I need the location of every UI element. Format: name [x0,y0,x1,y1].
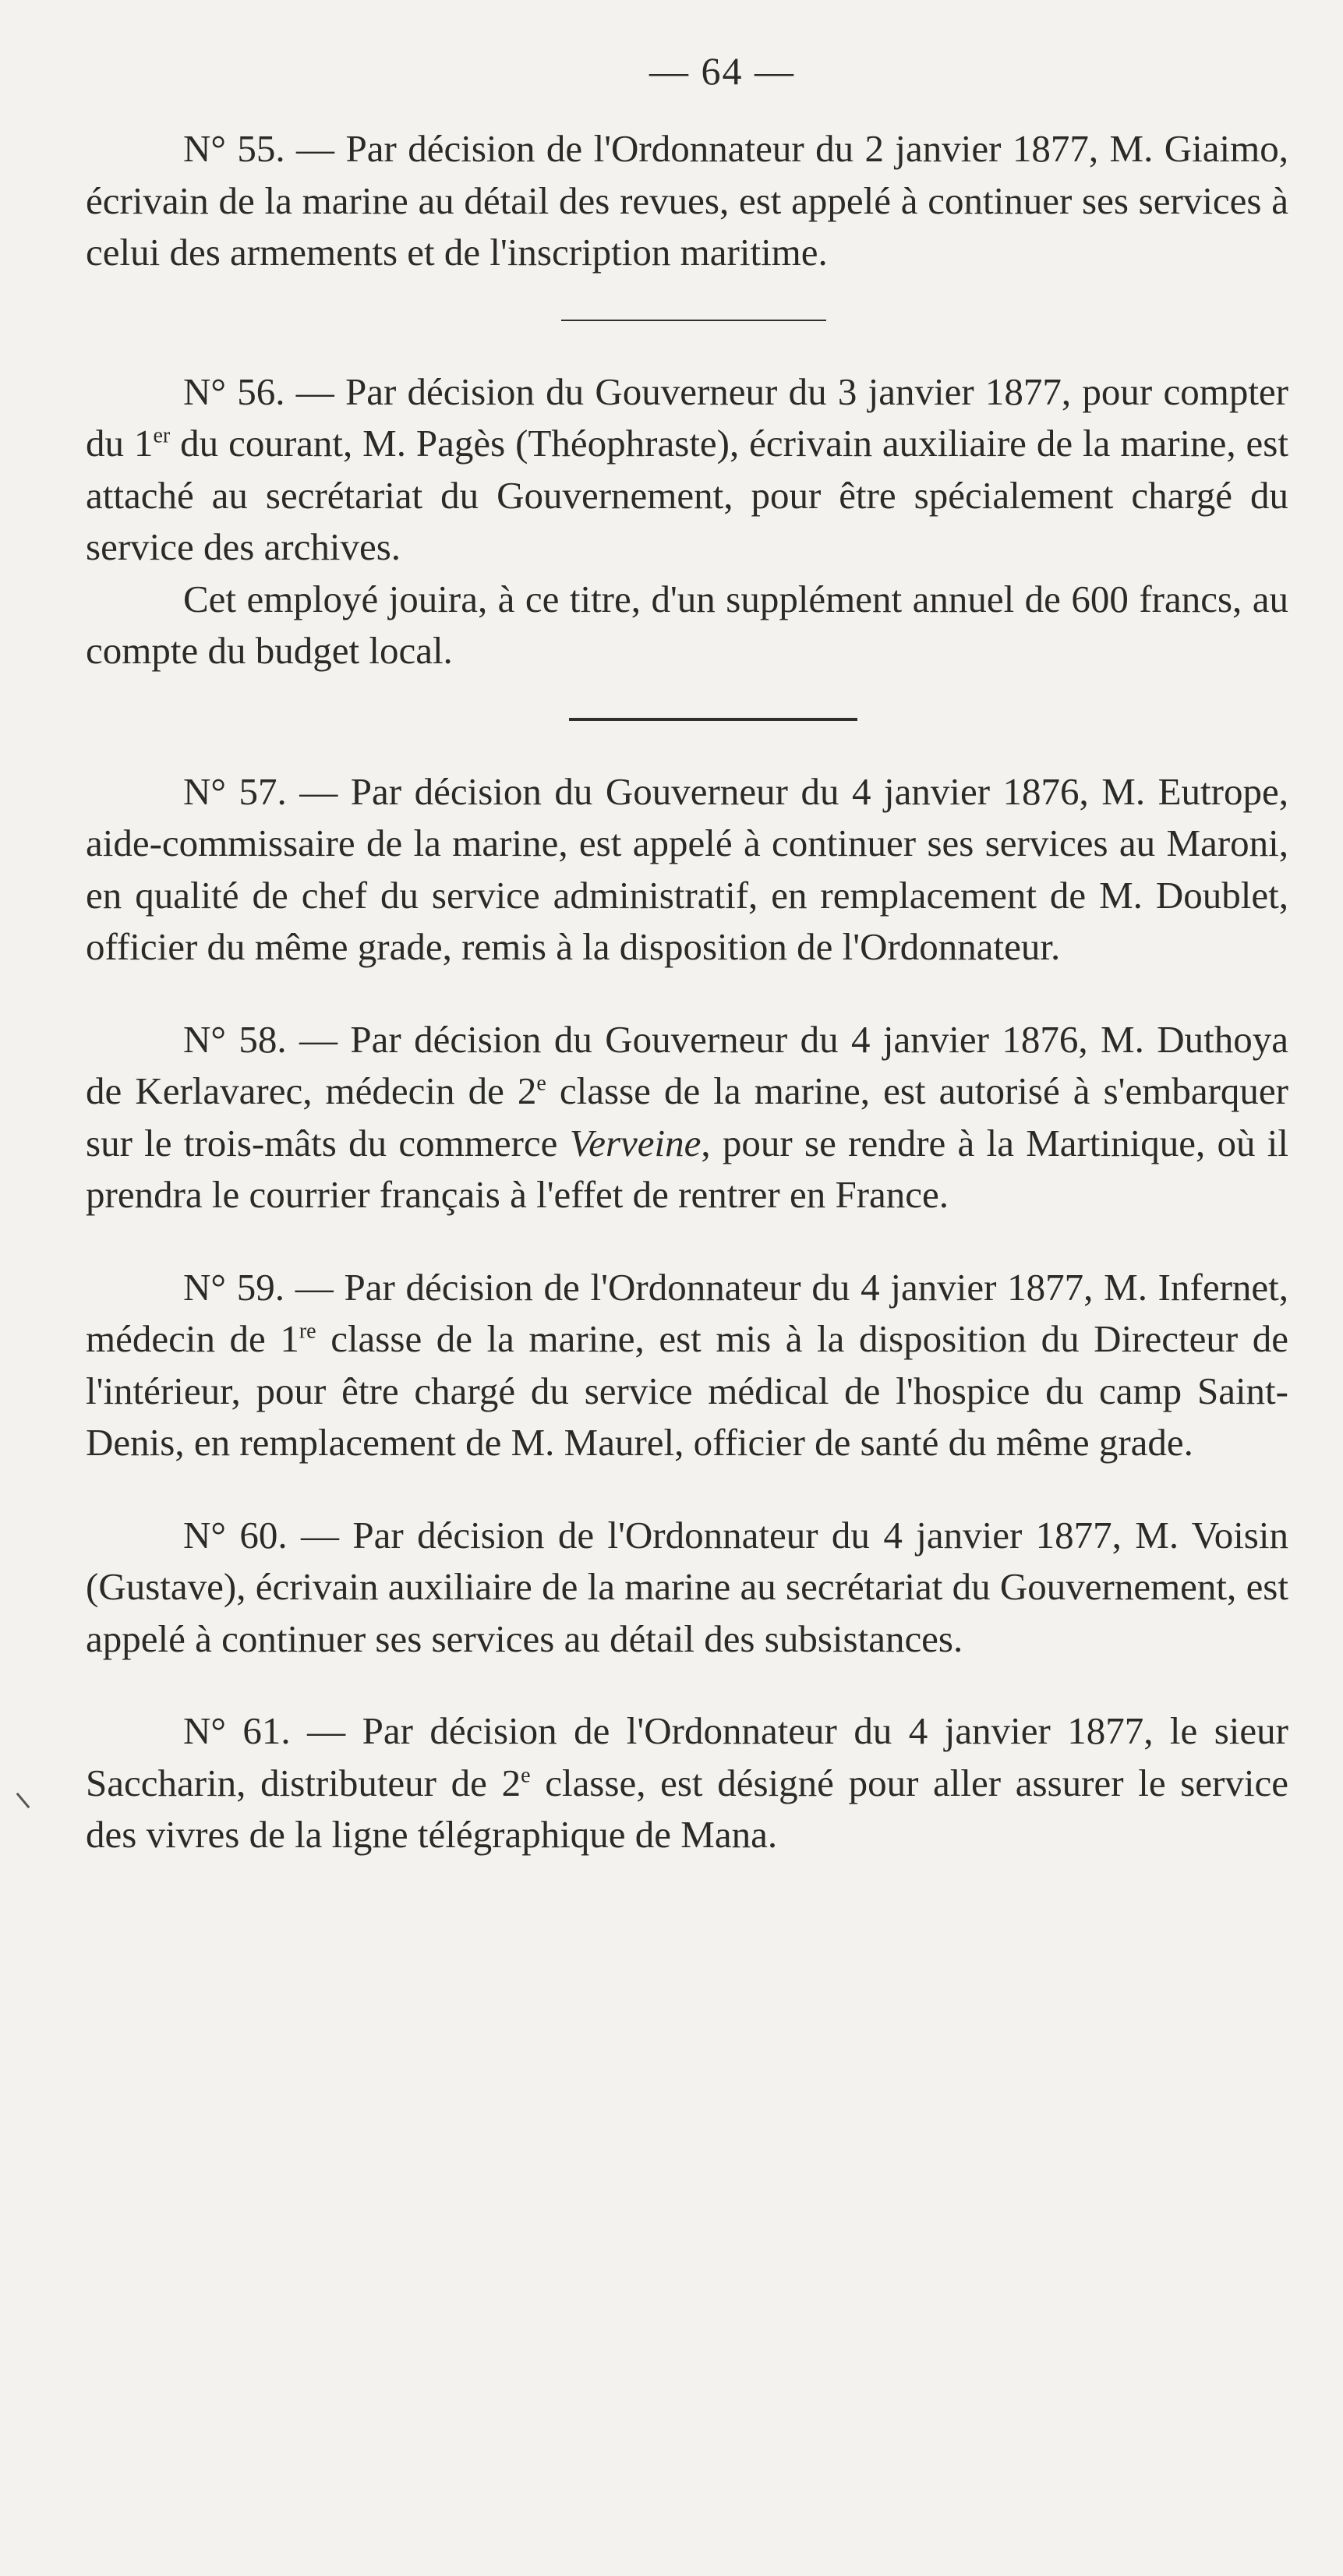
entry-text: N° 59. — Par décision de l'Ordonnateur du 4 janvier 1877, M. Infernet, médecin de 1re classe de la marine, est mis à la disposition du Directeur de l'intérieur, pour être chargé du service médical de l'hospice du camp Saint-Denis, en remplacement de M. Maurel, officier de santé du même grade. [86,1265,1288,1464]
entry-text: N° 58. — Par décision du Gouverneur du 4 janvier 1876, M. Duthoya de Kerlavarec, médecin de 2e classe de la marine, est autorisé à s'embarquer sur le trois-mâts du commerce Verveine, pour se rendre à la Martinique, où il prendra le courrier français à l'effet de rentrer en France. [86,1017,1288,1216]
separator-rule [569,718,857,721]
entry-text: N° 60. — Par décision de l'Ordonnateur du 4 janvier 1877, M. Voisin (Gustave), écrivain auxiliaire de la marine au secrétariat du Gouvernement, est appelé à continuer ses services au détail des subsistances. [86,1513,1288,1660]
entry-text: N° 57. — Par décision du Gouverneur du 4 janvier 1876, M. Eutrope, aide-commissaire de la marine, est appelé à continuer ses services au Maroni, en qualité de chef du service administratif, en remplacement de M. Doublet, officier du même grade, remis à la disposition de l'Ordonnateur. [86,769,1288,968]
entry-55 [86,123,1288,279]
entry-57 [86,766,1288,974]
entry-56 [86,366,1288,677]
entry-continuation: Cet employé jouira, à ce titre, d'un supplément annuel de 600 francs, au compte du budget local. [86,577,1288,672]
ship-name: Verveine [569,1121,702,1164]
separator-rule [561,320,826,321]
margin-mark [16,1793,30,1808]
entry-61 [86,1705,1288,1861]
entry-58 [86,1014,1288,1221]
entry-text: N° 61. — Par décision de l'Ordonnateur du 4 janvier 1877, le sieur Saccharin, distributeur de 2e classe, est désigné pour aller assurer le service des vivres de la ligne télégraphique de Mana. [86,1709,1288,1856]
entry-text: N° 55. — Par décision de l'Ordonnateur du 2 janvier 1877, M. Giaimo, écrivain de la marine au détail des revues, est appelé à continuer ses services à celui des armements et de l'inscription maritime. [86,127,1288,274]
page-number: — 64 — [649,49,795,93]
entry-text: N° 56. — Par décision du Gouverneur du 3 janvier 1877, pour compter du 1er du courant, M. Pagès (Théophraste), écrivain auxiliaire de la marine, est attaché au secrétariat du Gouvernement, pour être spécialement chargé du service des archives. [86,369,1288,568]
entry-59 [86,1262,1288,1469]
entry-60 [86,1510,1288,1666]
